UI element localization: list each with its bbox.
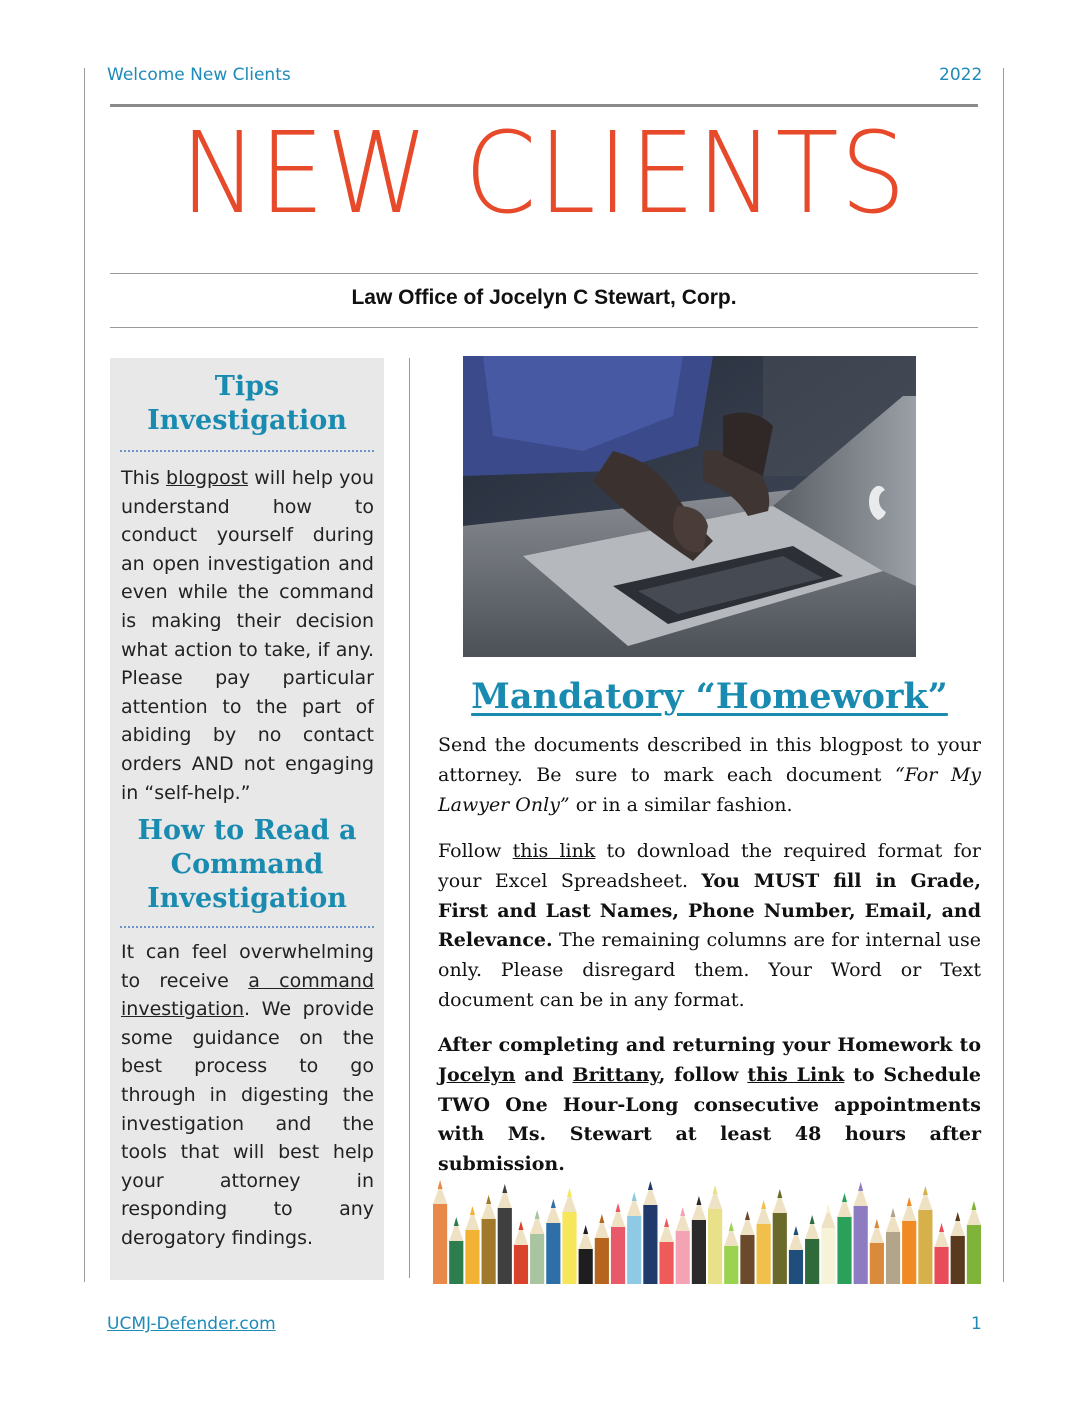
heading-line: Investigation	[147, 405, 347, 436]
left-margin-line	[84, 68, 85, 1282]
pencil	[643, 1181, 657, 1284]
italic-text: “For My Lawyer Only”	[438, 763, 982, 816]
pencil	[579, 1225, 593, 1284]
pencil	[498, 1184, 512, 1284]
pencil	[692, 1196, 706, 1284]
text-segment: Send the documents described in this blogpost to your attorney. Be sure to mark each document	[438, 734, 981, 786]
text-segment: Follow	[438, 840, 513, 862]
pencil	[562, 1188, 576, 1284]
pencil	[433, 1180, 447, 1284]
pencil	[611, 1203, 625, 1284]
sidebar-text-tips	[110, 464, 384, 804]
pencil	[530, 1210, 544, 1284]
page-number: 1	[971, 1314, 982, 1334]
header-year: 2022	[939, 65, 983, 85]
text-segment: This	[121, 467, 167, 489]
pencil	[482, 1195, 496, 1284]
pencil	[757, 1200, 771, 1284]
pencil	[902, 1197, 916, 1284]
heading-line: Investigation	[147, 883, 347, 914]
header-thick-rule	[110, 104, 978, 107]
sidebar-heading-read-investigation	[110, 814, 384, 916]
pencil	[773, 1189, 787, 1284]
pencil	[805, 1215, 819, 1284]
schedule-link[interactable]: this Link	[747, 1063, 845, 1086]
text-segment: After completing and returning your Homework to	[438, 1034, 981, 1056]
pencil	[870, 1219, 884, 1284]
pencil	[465, 1206, 479, 1284]
heading-line: Tips	[214, 371, 280, 402]
pencil	[740, 1211, 754, 1284]
pencil	[546, 1199, 560, 1284]
pencil	[595, 1214, 609, 1284]
pencil	[886, 1208, 900, 1284]
text-segment: , follow	[658, 1063, 748, 1086]
download-format-link[interactable]: this link	[512, 840, 596, 862]
text-segment: and	[515, 1063, 573, 1086]
pencil	[821, 1204, 835, 1284]
pencil	[676, 1207, 690, 1284]
homework-heading: Mandatory “Homework”	[471, 676, 948, 717]
text-segment: . We provide some guidance on the best process to go through in digesting the investigation and the tools that will best help your attorney in responding to any derogatory findings.	[121, 998, 374, 1249]
pencil	[659, 1218, 673, 1284]
text-segment: It can feel overwhelming to receive	[121, 941, 374, 992]
homework-paragraph-1	[438, 731, 981, 820]
pencil	[789, 1226, 803, 1284]
colored-pencils-illustration	[432, 1168, 982, 1284]
subtitle-top-rule	[110, 273, 978, 274]
pencil	[918, 1186, 932, 1284]
sidebar-text-read-investigation	[110, 938, 384, 1253]
pencil	[708, 1185, 722, 1284]
laptop-typing-photo	[463, 356, 916, 657]
text-segment: to Schedule TWO One Hour-Long consecutive appointments with Ms. Stewart at least 48 hours after submission.	[438, 1063, 981, 1176]
homework-paragraph-2	[438, 837, 981, 1016]
sidebar	[110, 358, 384, 1280]
pencil	[967, 1201, 981, 1284]
pencil	[837, 1193, 851, 1284]
pencil	[854, 1182, 868, 1284]
firm-name: Law Office of Jocelyn C Stewart, Corp.	[351, 286, 737, 309]
right-margin-line	[1003, 68, 1004, 1282]
pencil	[724, 1222, 738, 1284]
header-left-text: Welcome New Clients	[107, 65, 291, 85]
pencil	[934, 1223, 948, 1284]
heading-line: How to Read a	[137, 815, 357, 846]
homework-paragraph-3	[438, 1031, 981, 1180]
bold-text: You MUST fill in Grade, First and Last Names, Phone Number, Email, and Relevance.	[438, 869, 981, 952]
subtitle-bottom-rule	[110, 327, 978, 328]
command-investigation-link[interactable]: a command investigation	[121, 969, 374, 1021]
pencil	[627, 1192, 641, 1284]
text-segment: The remaining columns are for internal use only. Please disregard them. Your Word or Text document can be in any format.	[438, 929, 981, 1011]
pencil	[449, 1217, 463, 1284]
blogpost-link[interactable]: blogpost	[166, 467, 249, 489]
text-segment: or in a similar fashion.	[569, 793, 793, 816]
page-title: NEW CLIENTS	[180, 109, 908, 239]
brittany-link[interactable]: Brittany	[572, 1063, 659, 1086]
heading-line: Command	[170, 849, 324, 880]
footer-site-link[interactable]: UCMJ-Defender.com	[107, 1314, 276, 1334]
column-divider	[409, 358, 410, 1278]
sidebar-heading-tips	[110, 370, 384, 438]
pencil	[514, 1221, 528, 1284]
jocelyn-link[interactable]: Jocelyn	[438, 1063, 516, 1086]
text-segment: will help you understand how to conduct yourself during an open investigation and even while the command is making their decision what action to take, if any. Please pay particular attention to the part of abiding by no contact orders AND not engaging in “self-help.”	[121, 467, 374, 804]
pencil	[951, 1212, 965, 1284]
text-segment: to download the required format for your Excel Spreadsheet.	[438, 840, 981, 892]
